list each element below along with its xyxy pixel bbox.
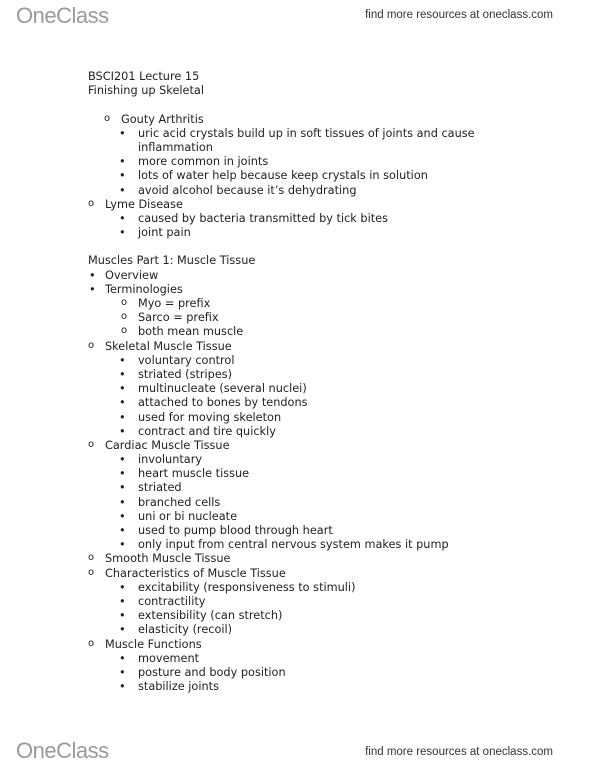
- list-item: o Sarco = prefix: [121, 311, 568, 325]
- muscles-heading: Muscles Part 1: Muscle Tissue: [88, 254, 256, 268]
- list-item: • avoid alcohol because it’s dehydrating: [117, 184, 568, 198]
- list-item: • attached to bones by tendons: [117, 396, 568, 410]
- list-item: • movement: [117, 652, 568, 666]
- list-item: • posture and body position: [117, 666, 568, 680]
- list-item: • extensibility (can stretch): [117, 609, 568, 623]
- list-item: o Myo = prefix: [121, 297, 568, 311]
- list-item: • branched cells: [117, 496, 568, 510]
- list-item: • uric acid crystals build up in soft tissues of joints and cause: [117, 127, 568, 141]
- section-smooth-muscle: o Smooth Muscle Tissue: [88, 552, 568, 566]
- section-characteristics: o Characteristics of Muscle Tissue: [88, 567, 568, 581]
- document-body: [88, 70, 568, 694]
- list-item: • heart muscle tissue: [117, 467, 568, 481]
- list-item: o both mean muscle: [121, 325, 568, 339]
- list-item: • lots of water help because keep crystals in solution: [117, 169, 568, 183]
- oneclass-logo[interactable]: OneClass: [16, 3, 109, 28]
- list-item: • voluntary control: [117, 354, 568, 368]
- list-item: • multinucleate (several nuclei): [117, 382, 568, 396]
- topic-overview: • Overview: [88, 269, 568, 283]
- list-item: • striated: [117, 481, 568, 495]
- topic-terminologies: • Terminologies: [88, 283, 568, 297]
- oneclass-logo-footer[interactable]: OneClass: [16, 738, 109, 763]
- list-item: • more common in joints: [117, 155, 568, 169]
- list-item: • stabilize joints: [117, 680, 568, 694]
- list-item: • striated (stripes): [117, 368, 568, 382]
- section-lyme-disease: o Lyme Disease: [88, 198, 568, 212]
- lecture-subtitle: Finishing up Skeletal: [88, 84, 204, 98]
- list-item: • only input from central nervous system makes it pump: [117, 538, 568, 552]
- footer-resources-link[interactable]: find more resources at oneclass.com: [365, 746, 553, 758]
- list-item: • caused by bacteria transmitted by tick bites: [117, 212, 568, 226]
- list-item: • used for moving skeleton: [117, 411, 568, 425]
- list-item: • used to pump blood through heart: [117, 524, 568, 538]
- list-item: • contract and tire quickly: [117, 425, 568, 439]
- header-resources-link[interactable]: find more resources at oneclass.com: [365, 9, 553, 21]
- section-skeletal-muscle: o Skeletal Muscle Tissue: [88, 340, 568, 354]
- list-item: • joint pain: [117, 226, 568, 240]
- list-item: • excitability (responsiveness to stimuli): [117, 581, 568, 595]
- list-item-continuation: inflammation: [138, 140, 213, 154]
- list-item: • elasticity (recoil): [117, 623, 568, 637]
- list-item: • involuntary: [117, 453, 568, 467]
- list-item: • uni or bi nucleate: [117, 510, 568, 524]
- section-muscle-functions: o Muscle Functions: [88, 638, 568, 652]
- list-item: • contractility: [117, 595, 568, 609]
- lecture-title: BSCI201 Lecture 15: [88, 70, 200, 83]
- section-cardiac-muscle: o Cardiac Muscle Tissue: [88, 439, 568, 453]
- section-gouty-arthritis: o Gouty Arthritis: [104, 113, 568, 127]
